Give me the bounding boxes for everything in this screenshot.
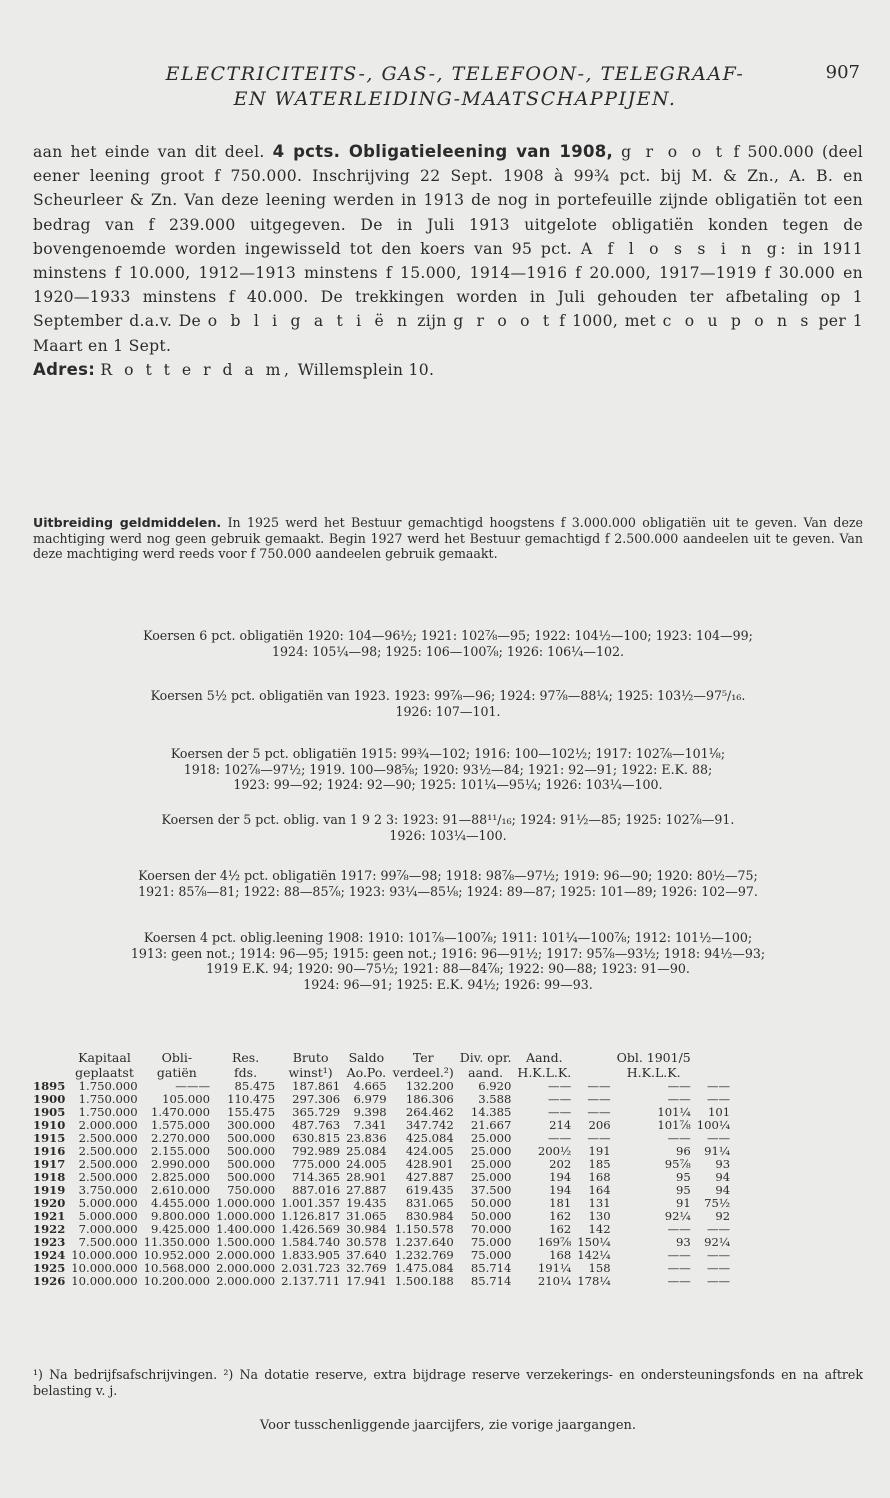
- adres-label: Adres:: [33, 359, 96, 379]
- table-cell: 3.750.000: [78, 1183, 138, 1197]
- table-year-cell: 1915: [33, 1131, 66, 1145]
- table-cell: 85.714: [470, 1274, 512, 1288]
- table-cell: 9.425.000: [151, 1222, 211, 1236]
- table-cell: 91: [675, 1196, 691, 1210]
- table-cell: 162: [549, 1222, 572, 1236]
- table-cell: 10.000.000: [71, 1248, 138, 1262]
- koers-line: 1923: 99—92; 1924: 92—90; 1925: 101¼—95¼; 1926: 103¼—100.: [233, 777, 663, 792]
- table-cell: 1.584.740: [281, 1235, 341, 1249]
- table-header-cell: fds.: [234, 1065, 258, 1080]
- koersen-5half-pct: [33, 688, 863, 719]
- table-cell: 10.568.000: [143, 1261, 211, 1275]
- table-cell: 25.000: [470, 1144, 512, 1158]
- table-cell: 10.000.000: [71, 1261, 138, 1275]
- table-cell: 25.000: [470, 1131, 512, 1145]
- table-cell: ——: [706, 1274, 731, 1288]
- table-cell: 95⅞: [664, 1157, 691, 1171]
- table-cell: 70.000: [470, 1222, 512, 1236]
- table-cell: 6.979: [353, 1092, 387, 1106]
- koers-line: 1924: 96—91; 1925: E.K. 94½; 1926: 99—93.: [303, 976, 593, 992]
- table-cell: 28.901: [346, 1170, 387, 1184]
- table-cell: 2.000.000: [216, 1248, 276, 1262]
- table-cell: 168: [549, 1248, 572, 1262]
- table-cell: ——: [548, 1079, 572, 1093]
- table-cell: 32.769: [346, 1261, 387, 1275]
- table-year-cell: 1919: [33, 1183, 66, 1197]
- table-cell: 2.155.000: [151, 1144, 211, 1158]
- table-cell: 101⅞: [657, 1118, 691, 1132]
- koers-line: 1921: 85⅞—81; 1922: 88—85⅞; 1923: 93¼—85⅛; 1924: 89—87; 1925: 101—89; 1926: 102—97.: [138, 883, 758, 899]
- table-cell: ——: [587, 1092, 611, 1106]
- table-cell: 75.000: [470, 1248, 512, 1262]
- table-header-cell: Aand.: [526, 1050, 563, 1065]
- table-cell: 347.742: [405, 1118, 454, 1132]
- table-year-cell: 1924: [33, 1248, 66, 1262]
- table-cell: 191: [588, 1144, 611, 1158]
- table-header-cell: [694, 1065, 733, 1080]
- coupon-dates: per 1 Maart en 1 Sept.: [33, 312, 863, 355]
- table-cell: 365.729: [292, 1105, 341, 1119]
- table-cell: 10.200.000: [143, 1274, 211, 1288]
- table-header-cell: Saldo: [348, 1050, 385, 1065]
- table-cell: 37.500: [470, 1183, 512, 1197]
- table-cell: 110.475: [227, 1092, 276, 1106]
- table-cell: 206: [588, 1118, 611, 1132]
- table-cell: ——: [667, 1261, 691, 1275]
- loan-title: 4 pcts. Obligatieleening van 1908,: [272, 142, 614, 161]
- koers-line: 1919 E.K. 94; 1920: 90—75½; 1921: 88—84⅞; 1922: 90—88; 1923: 91—90.: [206, 961, 690, 976]
- table-header-cell: Ter: [412, 1050, 434, 1065]
- table-cell: ——: [706, 1131, 731, 1145]
- table-cell: 1.470.000: [151, 1105, 211, 1119]
- koers-line: Koersen 6 pct. obligatiën 1920: 104—96½; 1921: 102⅞—95; 1922: 104½—100; 1923: 104—99;: [143, 628, 753, 643]
- table-cell: 830.984: [405, 1209, 454, 1223]
- table-cell: 200½: [537, 1144, 572, 1158]
- table-cell: 831.065: [405, 1196, 454, 1210]
- table-year-cell: 1923: [33, 1235, 66, 1249]
- table-cell: 2.031.723: [281, 1261, 341, 1275]
- table-cell: 297.306: [292, 1092, 341, 1106]
- denomination-text: f 1000, met: [559, 312, 656, 331]
- table-cell: 164: [588, 1183, 611, 1197]
- adres-street: Willemsplein 10.: [297, 360, 435, 379]
- table-cell: 194: [549, 1183, 572, 1197]
- koers-line: 1918: 102⅞—97½; 1919. 100—98⅝; 1920: 93½—84; 1921: 92—91; 1922: E.K. 88;: [183, 761, 713, 777]
- table-header-row: [33, 1050, 733, 1065]
- table-cell: 21.667: [470, 1118, 512, 1132]
- table-cell: 31.065: [346, 1209, 387, 1223]
- table-cell: 25.000: [470, 1157, 512, 1171]
- table-cell: ——: [587, 1131, 611, 1145]
- koers-line: Koersen der 5 pct. obligatiën 1915: 99¾—102; 1916: 100—102½; 1917: 102⅞—101⅛;: [170, 746, 726, 761]
- table-header-cell: verdeel.²): [392, 1065, 454, 1080]
- table-cell: 1.000.000: [216, 1209, 276, 1223]
- table-cell: 714.365: [292, 1170, 341, 1184]
- table-cell: 37.640: [346, 1248, 387, 1262]
- table-cell: 17.941: [346, 1274, 387, 1288]
- koersen-4pct: [33, 930, 863, 992]
- table-cell: 6.920: [478, 1079, 512, 1093]
- table-cell: 101: [707, 1105, 731, 1119]
- table-cell: 2.500.000: [78, 1144, 138, 1158]
- table-header-cell: gatiën: [156, 1065, 197, 1080]
- table-cell: 105.000: [162, 1092, 211, 1106]
- table-cell: 2.000.000: [216, 1261, 276, 1275]
- table-year-cell: 1926: [33, 1274, 66, 1288]
- table-cell: 132.200: [405, 1079, 454, 1093]
- table-cell: ——: [548, 1131, 572, 1145]
- table-cell: 25.084: [346, 1144, 387, 1158]
- koers-line: 1924: 105¼—98; 1925: 106—100⅞; 1926: 106¼—102.: [272, 643, 624, 659]
- table-header-cell: [574, 1065, 613, 1080]
- table-header-cell: [33, 1050, 68, 1065]
- table-year-cell: 1922: [33, 1222, 66, 1236]
- table-year-cell: 1921: [33, 1209, 66, 1223]
- zijn-text: zijn: [417, 312, 447, 331]
- koersen-5pct-1915: [33, 746, 863, 793]
- table-cell: 1.237.640: [394, 1235, 454, 1249]
- loan-details: f 500.000 (deel eener leening groot f 750.000. Inschrijving 22 Sept. 1908 à 99¾ pct. bij M. & Zn., A. B. en Scheurleer & Zn. Van deze leening werden in 1913 de nog in portefeuille zijnde obligatiën tot een bedrag van f 239.000 uitgegeven. De in Juli 1913 uitgelote obligatiën konden tegen de bovengenoemde worden ingewisseld tot den koers van 95 pct.: [33, 143, 864, 258]
- table-cell: ——: [667, 1248, 691, 1262]
- table-year-cell: 1918: [33, 1170, 66, 1184]
- table-cell: 75½: [704, 1196, 731, 1210]
- table-header-cell: [694, 1050, 733, 1065]
- table-cell: 2.610.000: [151, 1183, 211, 1197]
- table-cell: ——: [706, 1079, 731, 1093]
- table-cell: 9.800.000: [151, 1209, 211, 1223]
- table-cell: 2.270.000: [151, 1131, 211, 1145]
- koers-line: Koersen der 4½ pct. obligatiën 1917: 99⅞—98; 1918: 98⅞—97½; 1919: 96—90; 1920: 80½—75;: [138, 868, 758, 883]
- table-cell: 1.750.000: [78, 1079, 138, 1093]
- table-cell: 1.232.769: [394, 1248, 454, 1262]
- table-cell: 169⅞: [537, 1235, 572, 1249]
- table-cell: 1.000.000: [216, 1196, 276, 1210]
- table-cell: 214: [549, 1118, 572, 1132]
- koers-line: Koersen 4 pct. oblig.leening 1908: 1910: 101⅞—100⅞; 1911: 101¼—100⅞; 1912: 101½—100;: [143, 930, 753, 945]
- table-cell: 487.763: [292, 1118, 341, 1132]
- table-cell: 50.000: [470, 1196, 512, 1210]
- table-cell: 2.000.000: [216, 1274, 276, 1288]
- table-cell: 85.475: [234, 1079, 276, 1093]
- koers-line: Koersen 5½ pct. obligatiën van 1923. 1923: 99⅞—96; 1924: 97⅞—88¼; 1925: 103½—97⁵/₁₆.: [150, 688, 746, 703]
- table-cell: 775.000: [292, 1157, 341, 1171]
- koersen-5pct-1923: [33, 812, 863, 843]
- table-header-cell: [33, 1065, 68, 1080]
- table-cell: 92¼: [664, 1209, 691, 1223]
- table-cell: 19.435: [346, 1196, 387, 1210]
- table-cell: 168: [588, 1170, 611, 1184]
- aflossing-label: A f l o s s i n g:: [580, 239, 789, 258]
- loan-description: [33, 140, 863, 382]
- table-cell: 1.833.905: [281, 1248, 341, 1262]
- table-year-cell: 1905: [33, 1105, 66, 1119]
- table-cell: 425.084: [405, 1131, 454, 1145]
- table-cell: 95: [675, 1170, 691, 1184]
- table-cell: 14.385: [470, 1105, 512, 1119]
- table-row: [33, 1275, 733, 1288]
- table-header-cell: aand.: [468, 1065, 504, 1080]
- koersen-6pct: [33, 628, 863, 659]
- table-cell: 2.137.711: [281, 1274, 341, 1288]
- table-cell: 5.000.000: [78, 1196, 138, 1210]
- table-cell: ——: [548, 1105, 572, 1119]
- table-cell: 7.341: [353, 1118, 387, 1132]
- table-cell: 25.000: [470, 1170, 512, 1184]
- uitbreiding-text: In 1925 werd het Bestuur gemachtigd hoogstens f 3.000.000 obligatiën uit te geven. Van deze machtiging werd nog geen gebruik gemaakt. Begin 1927 werd het Bestuur gemachtigd f 2.500.000 aandeelen uit te geven. Van deze machtiging werd reeds voor f 750.000 aandeelen gebruik gemaakt.: [33, 515, 863, 561]
- table-cell: 94: [715, 1170, 731, 1184]
- uitbreiding-section: [33, 515, 863, 562]
- intro-text: aan het einde van dit deel.: [33, 143, 265, 161]
- table-cell: ——: [667, 1131, 691, 1145]
- table-cell: 4.455.000: [151, 1196, 211, 1210]
- table-year-cell: 1910: [33, 1118, 66, 1132]
- table-header-cell: Bruto: [292, 1050, 329, 1065]
- table-cell: 194: [549, 1170, 572, 1184]
- financial-table: [33, 1050, 733, 1288]
- table-cell: 10.000.000: [71, 1274, 138, 1288]
- table-cell: 500.000: [227, 1157, 276, 1171]
- table-cell: 427.887: [405, 1170, 454, 1184]
- table-header-cell: Kapitaal: [78, 1050, 131, 1065]
- table-cell: ——: [587, 1105, 611, 1119]
- table-cell: 131: [588, 1196, 611, 1210]
- header-line-2: EN WATERLEIDING-MAATSCHAPPIJEN.: [233, 88, 677, 110]
- table-cell: 75.000: [470, 1235, 512, 1249]
- table-year-cell: 1916: [33, 1144, 66, 1158]
- table-cell: 424.005: [405, 1144, 454, 1158]
- table-cell: ——: [667, 1222, 691, 1236]
- table-cell: ——: [667, 1274, 691, 1288]
- table-cell: 142: [588, 1222, 611, 1236]
- header-title: [60, 62, 850, 112]
- table-cell: 1.001.357: [281, 1196, 341, 1210]
- table-cell: 500.000: [227, 1170, 276, 1184]
- table-cell: 9.398: [353, 1105, 387, 1119]
- table-cell: 158: [588, 1261, 611, 1275]
- table-cell: 24.005: [346, 1157, 387, 1171]
- table-year-cell: 1920: [33, 1196, 66, 1210]
- table-cell: 2.500.000: [78, 1131, 138, 1145]
- table-cell: 7.500.000: [78, 1235, 138, 1249]
- table-cell: 187.861: [292, 1079, 341, 1093]
- table-cell: 96: [675, 1144, 691, 1158]
- table-year-cell: 1925: [33, 1261, 66, 1275]
- table-cell: ——: [548, 1092, 572, 1106]
- table-cell: 91¼: [704, 1144, 731, 1158]
- header-line-1: ELECTRICITEITS-, GAS-, TELEFOON-, TELEGRAAF-: [165, 63, 745, 85]
- table-cell: 3.588: [478, 1092, 512, 1106]
- table-header-cell: Res.: [231, 1050, 260, 1065]
- table-cell: 142¼: [577, 1248, 611, 1262]
- table-year-cell: 1900: [33, 1092, 66, 1106]
- table-cell: 162: [549, 1209, 572, 1223]
- table-cell: 10.952.000: [143, 1248, 211, 1262]
- table-cell: ——: [706, 1261, 731, 1275]
- table-cell: ———: [175, 1079, 211, 1093]
- adres-city: R o t t e r d a m,: [100, 360, 293, 379]
- table-cell: 186.306: [405, 1092, 454, 1106]
- table-cell: ——: [667, 1092, 691, 1106]
- table-cell: 191¼: [537, 1261, 572, 1275]
- table-cell: 4.665: [353, 1079, 387, 1093]
- table-cell: 210¼: [537, 1274, 572, 1288]
- table-cell: 85.714: [470, 1261, 512, 1275]
- coupons-label: c o u p o n s: [662, 312, 812, 331]
- table-header-cell: winst¹): [288, 1065, 333, 1080]
- table-cell: 750.000: [227, 1183, 276, 1197]
- table-cell: 1.750.000: [78, 1092, 138, 1106]
- table-cell: 93: [715, 1157, 731, 1171]
- table-cell: 95: [675, 1183, 691, 1197]
- table-header-cell: Obl. 1901/5: [616, 1050, 691, 1065]
- table-cell: ——: [706, 1222, 731, 1236]
- table-header-cell: [574, 1050, 613, 1065]
- table-header-cell: H.K.L.K.: [626, 1065, 681, 1080]
- table-cell: 1.150.578: [394, 1222, 454, 1236]
- table-header-cell: geplaatst: [75, 1065, 134, 1080]
- page-number: 907: [825, 62, 860, 83]
- table-cell: 1.500.000: [216, 1235, 276, 1249]
- table-cell: 11.350.000: [143, 1235, 211, 1249]
- table-cell: 130: [588, 1209, 611, 1223]
- table-cell: 50.000: [470, 1209, 512, 1223]
- table-cell: 2.500.000: [78, 1170, 138, 1184]
- table-cell: 23.836: [346, 1131, 387, 1145]
- table-cell: ——: [706, 1248, 731, 1262]
- table-header-cell: H.K.L.K.: [517, 1065, 572, 1080]
- table-cell: 1.500.188: [394, 1274, 454, 1288]
- table-cell: 30.578: [346, 1235, 387, 1249]
- table-cell: 2.825.000: [151, 1170, 211, 1184]
- table-cell: 181: [549, 1196, 572, 1210]
- table-cell: 619.435: [405, 1183, 454, 1197]
- table-cell: 2.000.000: [78, 1118, 138, 1132]
- table-year-cell: 1917: [33, 1157, 66, 1171]
- aflossing-text: in 1911 minstens f 10.000, 1912—1913 minstens f 15.000, 1914—1916 f 20.000, 1917—1919 f 30.000 en 1920—1933 minstens f 40.000. De trekkingen worden in Juli gehouden ter afbetaling op 1 September d.a.v. De: [33, 239, 863, 331]
- table-cell: 1.426.569: [281, 1222, 341, 1236]
- table-cell: 300.000: [227, 1118, 276, 1132]
- table-cell: 94: [715, 1183, 731, 1197]
- obligatien-label: o b l i g a t i ë n: [207, 312, 411, 331]
- table-cell: ——: [587, 1079, 611, 1093]
- table-cell: 1.126.817: [281, 1209, 341, 1223]
- koersen-4half-pct: [33, 868, 863, 899]
- table-header-cell: Obli-: [161, 1050, 193, 1065]
- table-cell: 178¼: [577, 1274, 611, 1288]
- koers-line: 1913: geen not.; 1914: 96—95; 1915: geen not.; 1916: 96—91½; 1917: 95⅞—93½; 1918: 94½—93;: [130, 945, 766, 961]
- closing-note: Voor tusschenliggende jaarcijfers, zie vorige jaargangen.: [259, 1418, 637, 1433]
- table-cell: 30.984: [346, 1222, 387, 1236]
- table-cell: 2.500.000: [78, 1157, 138, 1171]
- koers-line: 1926: 103¼—100.: [389, 827, 507, 843]
- table-cell: 185: [588, 1157, 611, 1171]
- table-cell: 155.475: [227, 1105, 276, 1119]
- table-cell: 1.750.000: [78, 1105, 138, 1119]
- table-cell: 428.901: [405, 1157, 454, 1171]
- table-cell: 630.815: [292, 1131, 341, 1145]
- table-cell: ——: [667, 1079, 691, 1093]
- table-cell: 92: [715, 1209, 731, 1223]
- groot-label: g r o o t: [621, 143, 726, 161]
- table-cell: 1.575.000: [151, 1118, 211, 1132]
- table-cell: 101¼: [657, 1105, 691, 1119]
- table-cell: 2.990.000: [151, 1157, 211, 1171]
- koers-line: Koersen der 5 pct. oblig. van 1 9 2 3: 1923: 91—88¹¹/₁₆; 1924: 91½—85; 1925: 102⅞—91.: [161, 812, 735, 827]
- table-cell: 150¼: [577, 1235, 611, 1249]
- groot-label-2: g r o o t: [453, 312, 553, 331]
- table-cell: 202: [549, 1157, 572, 1171]
- table-year-cell: 1895: [33, 1079, 66, 1093]
- table-cell: 500.000: [227, 1144, 276, 1158]
- table-cell: 93: [675, 1235, 691, 1249]
- uitbreiding-label: Uitbreiding geldmiddelen.: [33, 515, 222, 530]
- table-cell: 27.887: [346, 1183, 387, 1197]
- table-cell: 887.016: [292, 1183, 341, 1197]
- table-cell: 792.989: [292, 1144, 341, 1158]
- table-header-row: [33, 1065, 733, 1080]
- footnote: ¹) Na bedrijfsafschrijvingen. ²) Na dotatie reserve, extra bijdrage reserve verzekerings- en ondersteuningsfonds en na aftrek belasting v. j.: [33, 1367, 863, 1398]
- koers-line: 1926: 107—101.: [395, 703, 501, 719]
- table-cell: 264.462: [405, 1105, 454, 1119]
- table-cell: 5.000.000: [78, 1209, 138, 1223]
- table-cell: ——: [706, 1092, 731, 1106]
- table-header-cell: Ao.Po.: [346, 1065, 387, 1080]
- table-cell: 100¼: [696, 1118, 731, 1132]
- table-cell: 500.000: [227, 1131, 276, 1145]
- table-cell: 7.000.000: [78, 1222, 138, 1236]
- table-cell: 1.475.084: [394, 1261, 454, 1275]
- table-header-cell: Div. opr.: [459, 1050, 512, 1065]
- table-cell: 92¼: [704, 1235, 731, 1249]
- table-cell: 1.400.000: [216, 1222, 276, 1236]
